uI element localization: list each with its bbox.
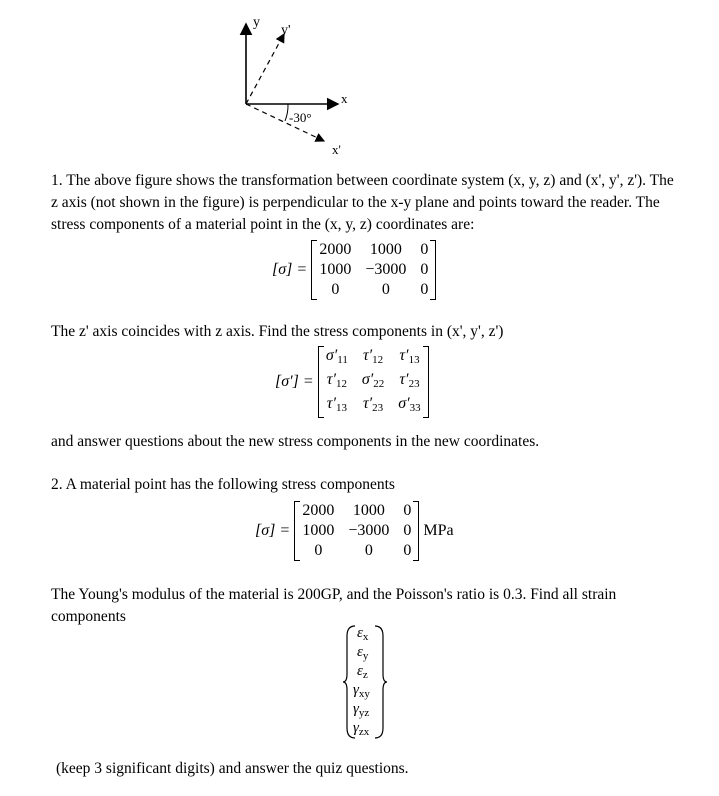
matrix-cell: 0 [420,261,429,278]
equals-sign: = [303,373,313,390]
x-prime-axis [246,104,324,141]
matrix-cell: 0 [403,502,412,519]
prime-matrix-cell: $\sigma'_{33}$ [398,395,421,414]
matrix-cell: 1000 [319,261,352,278]
q1-statement: 1. The above figure shows the transformation between coordinate system (x, y, z) and (x', y', z'). The z axis (not shown in the figure) is perpendicular to the x-y plane and points toward the reader. The stress components of a material point in the (x, y, z) coordinates are: [51,172,674,233]
matrix-cell: 2000 [302,502,335,519]
strain-component: $\gamma_{xy}$ [353,682,370,700]
matrix-cell: 0 [331,281,340,298]
matrix-cell: 0 [420,241,429,258]
q1-closing: and answer questions about the new stress components in the new coordinates. [51,433,540,450]
matrix-lhs: [σ] [255,522,276,539]
stress-unit: MPa [423,522,454,539]
prime-matrix-cell: $\tau'_{12}$ [326,371,347,390]
x-prime-axis-label: x' [332,142,341,157]
matrix-cell: −3000 [365,261,407,278]
angle-label: -30° [289,110,312,125]
q1-prime-matrix-equation [275,346,429,418]
matrix-cell: 2000 [319,241,352,258]
angle-arc [285,104,288,121]
q1-stress-matrix-equation [272,240,436,300]
coordinate-figure [220,10,380,165]
strain-component: $\gamma_{yz}$ [353,701,370,719]
matrix-cell: 1000 [352,502,385,519]
strain-component: $\varepsilon_y$ [357,644,369,662]
strain-component: $\varepsilon_z$ [357,663,368,681]
q2-material-statement: The Young's modulus of the material is 200GP, and the Poisson's ratio is 0.3. Find all strain components [51,586,617,625]
matrix-cell: −3000 [348,522,390,539]
equals-sign: = [280,522,290,539]
prime-matrix-cell: $\tau'_{13}$ [399,347,420,366]
y-prime-axis-label: y' [281,23,291,38]
prime-matrix-cell: $\sigma'_{22}$ [361,371,385,390]
matrix-cell: 0 [403,522,412,539]
matrix-cell: 1000 [302,522,335,539]
q2-statement: 2. A material point has the following stress components [51,476,395,493]
y-axis-label: y [253,15,260,30]
prime-matrix-lhs: [σ′] [275,373,299,390]
matrix-cell: 1000 [369,241,402,258]
stress-matrix [294,501,419,561]
x-axis-label: x [341,91,348,106]
q1-transform-statement: The z' axis coincides with z axis. Find the stress components in (x', y', z') [51,323,504,340]
matrix-cell: 0 [381,281,390,298]
prime-stress-matrix [318,346,429,418]
strain-component: $\gamma_{zx}$ [353,720,370,738]
q2-closing: (keep 3 significant digits) and answer the quiz questions. [56,760,409,777]
matrix-cell: 0 [420,281,429,298]
prime-matrix-cell: $\tau'_{13}$ [326,395,347,414]
y-prime-axis [246,34,284,104]
strain-component: $\varepsilon_x$ [357,625,369,643]
matrix-cell: 0 [314,542,323,559]
q2-stress-matrix-equation [255,501,454,561]
prime-matrix-cell: $\sigma'_{11}$ [325,347,348,366]
stress-matrix [311,240,436,300]
prime-matrix-cell: $\tau'_{23}$ [362,395,384,414]
equals-sign: = [297,261,307,278]
matrix-lhs: [σ] [272,261,293,278]
prime-matrix-cell: $\tau'_{23}$ [399,371,420,390]
prime-matrix-cell: $\tau'_{12}$ [362,347,384,366]
matrix-cell: 0 [364,542,373,559]
matrix-cell: 0 [403,542,412,559]
